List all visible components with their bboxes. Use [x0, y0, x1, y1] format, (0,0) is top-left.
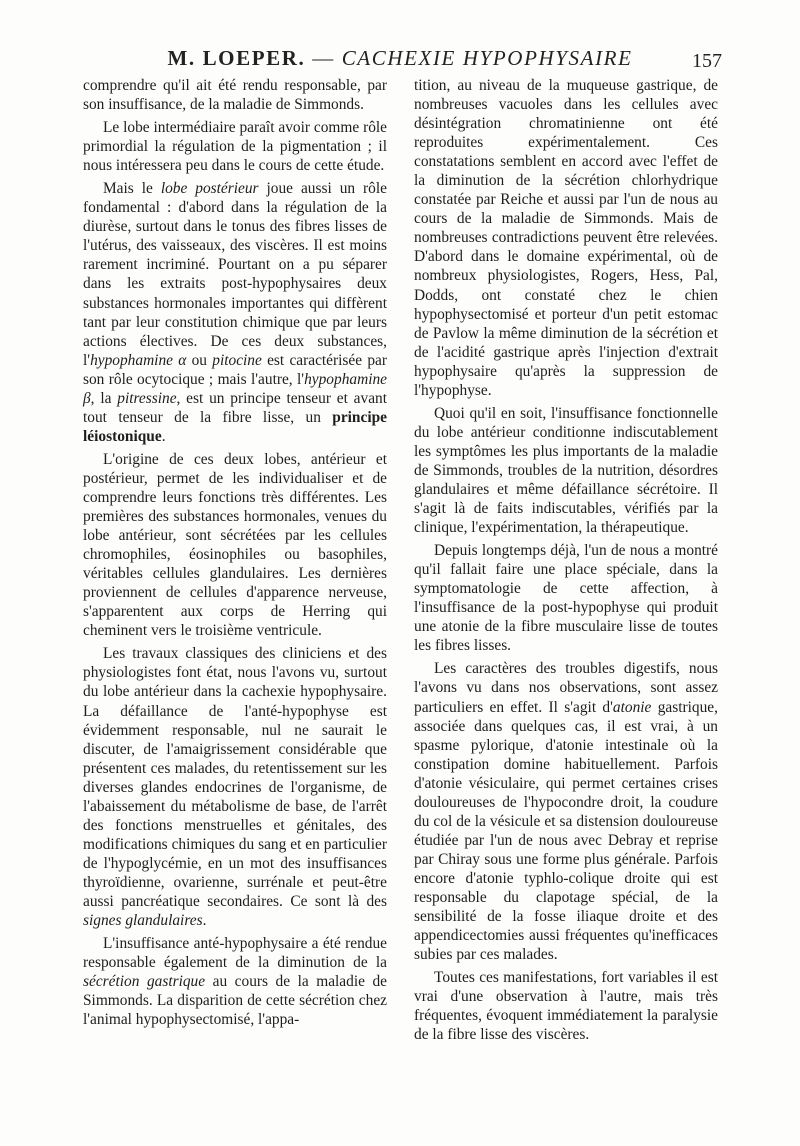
italic-term: pitressine	[117, 389, 177, 407]
italic-term: sécrétion gastrique	[83, 973, 206, 991]
italic-term: hypophamine α	[90, 351, 187, 369]
italic-term: lobe postérieur	[160, 180, 259, 198]
paragraph: comprendre qu'il ait été rendu responsable, par son insuffisance, de la maladie de Simmonds.	[83, 77, 387, 114]
paragraph: Depuis longtemps déjà, l'un de nous a montré qu'il fallait faire une place spéciale, dans la symptomatologie de cette affection, à l'insuffisance de la post-hypophyse qui produit une atonie de la fibre musculaire lisse de toutes les fibres lisses.	[414, 542, 718, 655]
italic-term: atonie	[612, 698, 652, 716]
paragraph: Mais le lobe postérieur joue aussi un rôle fondamental : d'abord dans la régulation de la diurèse, surtout dans le tonus des fibres lisses de l'utérus, des vaisseaux, des viscères. Il est moins rarement incriminé. Pourtant on a pu séparer dans les extraits post-hypophysaires deux substances hormonales importantes qui diffèrent tant par leur constitution chimique que par leurs actions électives. De ces deux substances, l'hypophamine α ou pitocine est caractérisée par son rôle ocytocique ; mais l'autre, l'hypophamine β, la pitressine, est un principe tenseur et avant tout tenseur de la fibre lisse, un principe léiostonique.	[83, 180, 387, 445]
italic-term: pitocine	[212, 351, 262, 369]
paragraph: Quoi qu'il en soit, l'insuffisance fonctionnelle du lobe antérieur conditionne indiscutablement les symptômes les plus importants de la maladie de Simmonds, troubles de la nutrition, désordres glandulaires et même défaillance sécrétoire. Il s'agit là de faits indiscutables, vérifiés par la clinique, l'expérimentation, la thérapeutique.	[414, 404, 718, 537]
paragraph: Le lobe intermédiaire paraît avoir comme rôle primordial la régulation de la pigmentation ; il nous intéressera peu dans le cours de cette étude.	[83, 119, 387, 175]
paragraph: L'insuffisance anté-hypophysaire a été rendue responsable également de la diminution de la sécrétion gastrique au cours de la maladie de Simmonds. La disparition de cette sécrétion chez l'animal hypophysectomisé, l'appa-	[83, 935, 387, 1029]
paragraph: Les travaux classiques des cliniciens et des physiologistes font état, nous l'avons vu, surtout du lobe antérieur dans la cachexie hypophysaire. La défaillance de l'anté-hypophyse est évidemment responsable, nul ne saurait le discuter, de l'amaigrissement considérable que présentent ces malades, du retentissement sur les diverses glandes endocrines de l'organisme, de l'abaissement du métabolisme de base, de l'arrêt des fonctions menstruelles et génitales, des modifications chimiques du sang et en particulier de l'hypoglycémie, en un mot des insuffisances thyroïdienne, ovarienne, surrénale et peut-être aussi pancréatique secondaires. Ce sont là des signes glandulaires.	[83, 645, 387, 930]
title-separator: —	[312, 46, 335, 70]
chapter-title: CACHEXIE HYPOPHYSAIRE	[341, 46, 633, 70]
paragraph: Les caractères des troubles digestifs, nous l'avons vu dans nos observations, sont assez particuliers en effet. Il s'agit d'atonie gastrique, associée dans quelques cas, il est vrai, à un spasme pylorique, d'atonie intestinale où la constipation domine habituellement. Parfois d'atonie vésiculaire, qui permet certaines crises douloureuses de l'hypocondre droit, la coudure du col de la vésicule et sa distension douloureuse étudiée par l'un de nous avec Debray et reprise par Chiray sous une forme plus générale. Parfois encore d'atonie typhlo-colique droite qui est responsable du clapotage spécial, de la sensibilité de la fosse iliaque droite et des appendicectomies aussi fréquentes qu'inefficaces subies par ces malades.	[414, 660, 718, 964]
running-title	[150, 46, 650, 71]
paragraph: tition, au niveau de la muqueuse gastrique, de nombreuses vacuoles dans les cellules avec désintégration chromatinienne ont été reproduites expérimentalement. Ces constatations semblent en accord avec l'effet de la diminution de la sécrétion chlorhydrique constatée par Reiche et aussi par l'un de nous au cours de la maladie de Simmonds. Mais de nombreuses contradictions peuvent être relevées. D'abord dans le domaine expérimental, où de nombreux physiologistes, Rogers, Hess, Pal, Dodds, ont constaté chez le chien hypophysectomisé et porteur d'un petit estomac de Pavlow la même diminution de la sécrétion et de l'acidité gastrique après l'injection d'extrait hypophysaire qu'après la suppression de l'hypophyse.	[414, 77, 718, 399]
paragraph: L'origine de ces deux lobes, antérieur et postérieur, permet de les individualiser et de comprendre leurs fonctions très différentes. Les premières des substances hormonales, venues du lobe antérieur, sont sécrétées par les cellules chromophiles, éosinophiles ou basophiles, véritables cellules glandulaires. Les dernières proviennent de cellules d'apparence nerveuse, s'apparentent aux corps de Herring qui cheminent vers le troisième ventricule.	[83, 450, 387, 640]
author-name: M. LOEPER.	[167, 46, 306, 70]
left-column	[83, 76, 387, 1029]
italic-term: hypophamine β	[83, 370, 387, 407]
paragraph: Toutes ces manifestations, fort variables il est vrai d'une observation à l'autre, mais très fréquentes, évoquent immédiatement la paralysie de la fibre lisse des viscères.	[414, 969, 718, 1044]
bold-term: principe léiostonique	[83, 408, 387, 445]
running-header	[0, 46, 800, 74]
page-number: 157	[692, 50, 722, 72]
right-column	[414, 76, 718, 1044]
italic-term: signes glandulaires	[83, 912, 203, 930]
